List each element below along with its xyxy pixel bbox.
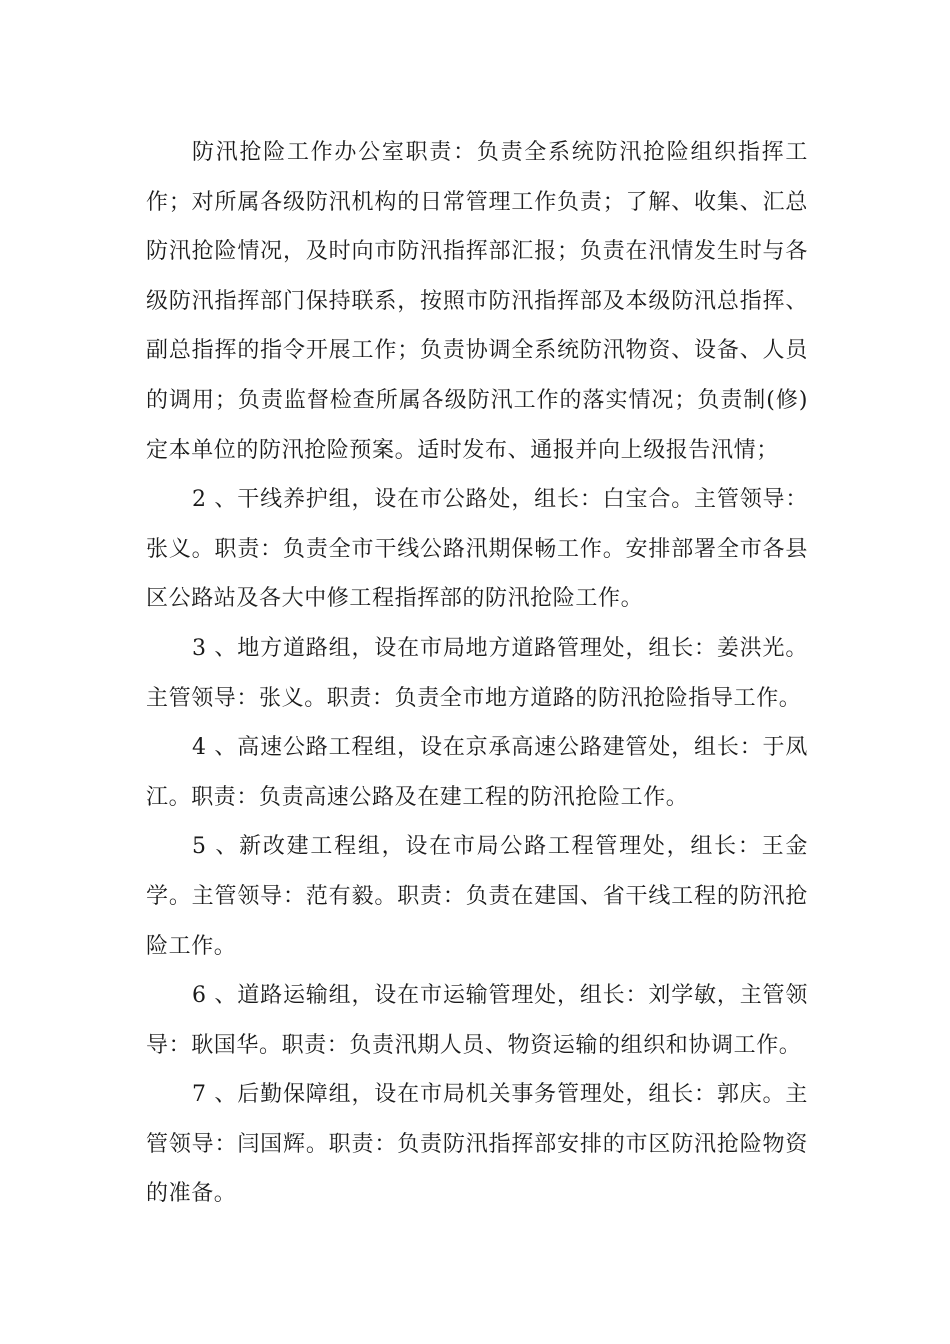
paragraph-item-3: 3 、地方道路组，设在市局地方道路管理处，组长：姜洪光。主管领导：张义。职责：负责全市地方道路的防汛抢险指导工作。 [146, 635, 808, 711]
document-body [146, 128, 808, 1219]
paragraph-item-4: 4 、高速公路工程组，设在京承高速公路建管处，组长：于凤江。职责：负责高速公路及在建工程的防汛抢险工作。 [146, 735, 808, 810]
paragraph-item-7: 7 、后勤保障组，设在市局机关事务管理处，组长：郭庆。主管领导：闫国辉。职责：负责防汛指挥部安排的市区防汛抢险物资的准备。 [146, 1082, 808, 1207]
paragraph-item-5: 5 、新改建工程组，设在市局公路工程管理处，组长：王金学。主管领导：范有毅。职责：负责在建国、省干线工程的防汛抢险工作。 [146, 834, 808, 959]
paragraph-item-6: 6 、道路运输组，设在市运输管理处，组长：刘学敏，主管领导：耿国华。职责：负责汛期人员、物资运输的组织和协调工作。 [146, 983, 808, 1058]
paragraph-office-duties: 防汛抢险工作办公室职责：负责全系统防汛抢险组织指挥工作；对所属各级防汛机构的日常管理工作负责；了解、收集、汇总防汛抢险情况，及时向市防汛指挥部汇报；负责在汛情发生时与各级防汛指挥部门保持联系，按照市防汛指挥部及本级防汛总指挥、副总指挥的指令开展工作；负责协调全系统防汛物资、设备、人员的调用；负责监督检查所属各级防汛工作的落实情况；负责制(修)定本单位的防汛抢险预案。适时发布、通报并向上级报告汛情； [146, 140, 808, 463]
paragraph-item-2: 2 、干线养护组，设在市公路处，组长：白宝合。主管领导：张义。职责：负责全市干线公路汛期保畅工作。安排部署全市各县区公路站及各大中修工程指挥部的防汛抢险工作。 [146, 487, 808, 612]
